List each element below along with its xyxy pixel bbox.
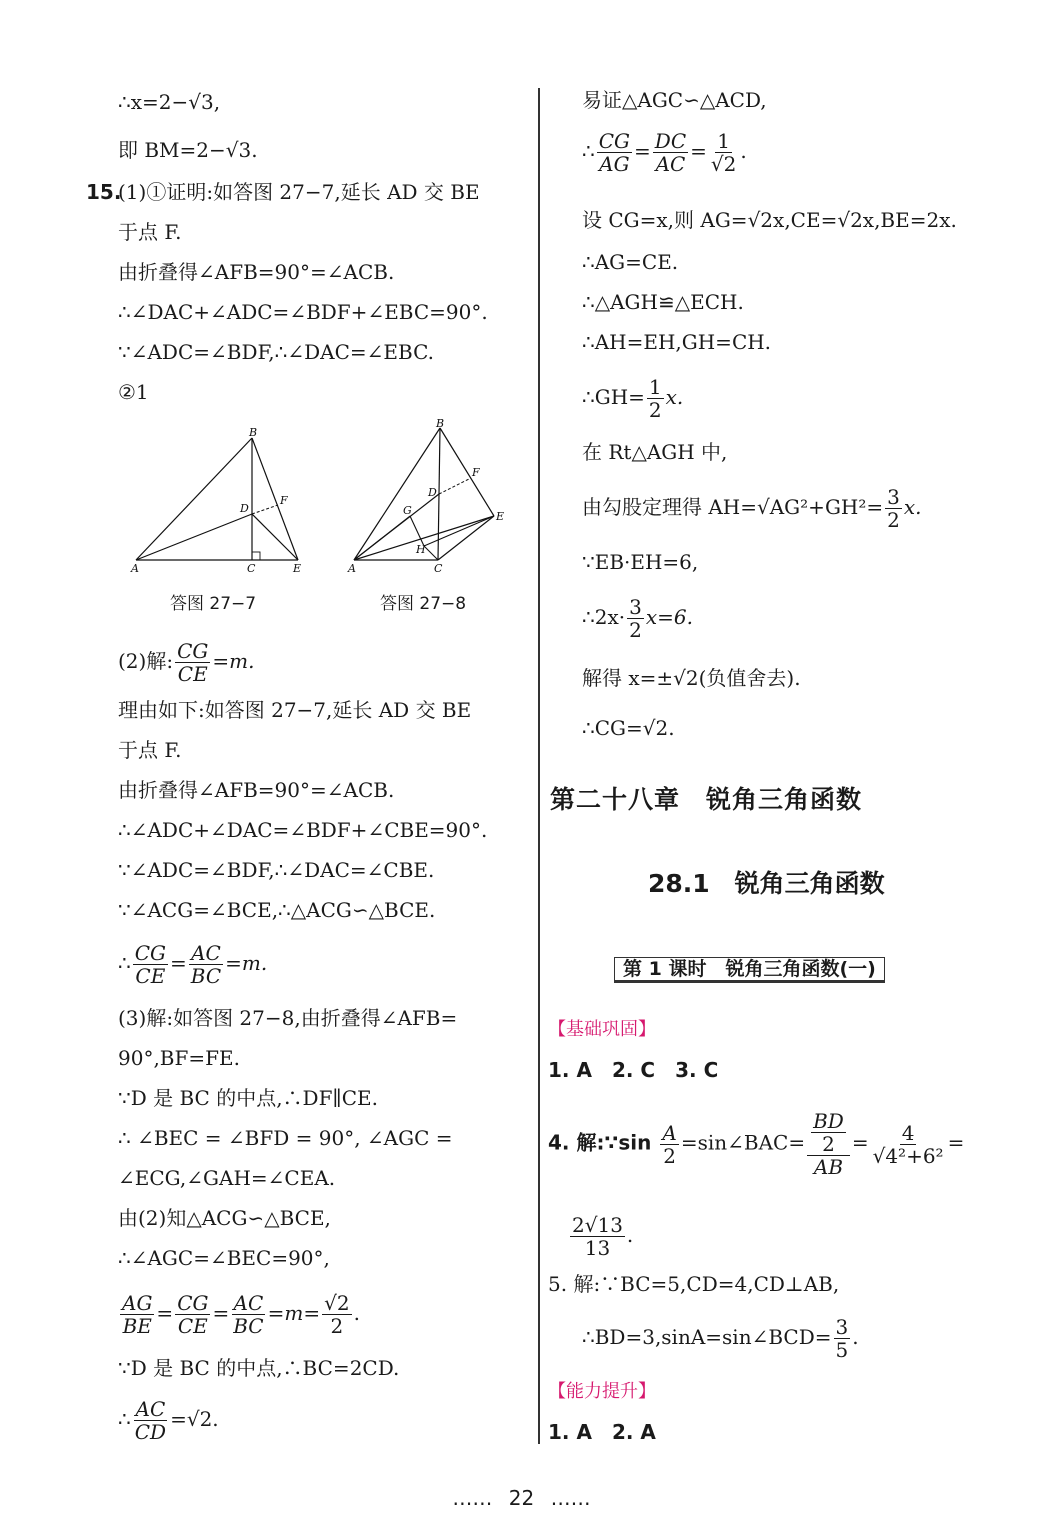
text-line: 解得 x=±√2(负值舍去). [582, 666, 801, 690]
text-line: ∴ ∠BEC = ∠BFD = 90°, ∠AGC = [118, 1126, 453, 1150]
fraction-line: ∴ $\frac{CG}{CE}$ = $\frac{AC}{BC}$ =m. [118, 941, 268, 988]
text-line: 由折叠得∠AFB=90°=∠ACB. [118, 260, 395, 284]
svg-text:F: F [472, 466, 480, 479]
svg-text:F: F [280, 494, 288, 507]
text-line: ∴CG=√2. [582, 716, 675, 740]
text-line: (3)解:如答图 27−8,由折叠得∠AFB= [118, 1006, 458, 1030]
svg-text:B: B [436, 418, 445, 430]
fraction-line: (2)解: $\frac{CG}{CE}$ =m. [118, 639, 255, 686]
svg-text:H: H [416, 543, 426, 556]
answer-line: 1. A 2. C 3. C [548, 1058, 719, 1082]
text-line: ∵EB·EH=6, [582, 550, 699, 574]
fraction-line: ∴GH= $\frac{1}{2}$ x. [582, 375, 684, 422]
svg-text:A: A [348, 562, 356, 575]
text-line: ②1 [118, 380, 149, 404]
text-line: 于点 F. [118, 220, 182, 244]
page-dots-right: …… [550, 1486, 591, 1510]
text-line: ∴∠ADC+∠DAC=∠BDF+∠CBE=90°. [118, 818, 488, 842]
page-footer [0, 1486, 1043, 1510]
fraction-line: ∴BD=3,sinA=sin∠BCD= $\frac{3}{5}$ . [582, 1315, 859, 1362]
answer-line: 1. A 2. A [548, 1420, 656, 1444]
figure-caption: 答图 27−8 [380, 594, 467, 614]
svg-text:D: D [240, 502, 249, 515]
svg-text:G: G [403, 504, 412, 517]
page-dots-left: …… [452, 1486, 493, 1510]
text-line: ∵∠ACG=∠BCE,∴△ACG∽△BCE. [118, 898, 436, 922]
text-line: 在 Rt△AGH 中, [582, 440, 728, 464]
section-tag: 【基础巩固】 [548, 1019, 656, 1040]
text-line: ∴AG=CE. [582, 250, 679, 274]
svg-text:C: C [434, 562, 443, 575]
fraction-line: 4. 解:∵sin $\frac{A}{2}$ =sin∠BAC= $\frac{\frac{BD}{2}}{AB}$ = $\frac{4}{\text{√4²+6²}}$ = [548, 1109, 965, 1179]
svg-text:E: E [496, 510, 505, 523]
question-number: 15. [86, 180, 122, 204]
text-line: 易证△AGC∽△ACD, [582, 88, 767, 112]
text-line: ∵∠ADC=∠BDF,∴∠DAC=∠CBE. [118, 858, 435, 882]
text-line: 于点 F. [118, 738, 182, 762]
text-line: 90°,BF=FE. [118, 1046, 240, 1070]
text-line: 理由如下:如答图 27−7,延长 AD 交 BE [118, 698, 472, 722]
fraction-line: 由勾股定理得 AH=√AG²+GH²= $\frac{3}{2}$ x. [582, 485, 922, 532]
text-line: 由(2)知△ACG∽△BCE, [118, 1206, 331, 1230]
section-title: 28.1 锐角三角函数 [648, 869, 885, 898]
text-line: ∴△AGH≌△ECH. [582, 290, 744, 314]
svg-text:C: C [247, 562, 256, 575]
text-line: 由折叠得∠AFB=90°=∠ACB. [118, 778, 395, 802]
text-line: ∴x=2−√3, [118, 90, 221, 114]
fraction-line: ∴ $\frac{CG}{AG}$ = $\frac{DC}{AC}$ = $\frac{1}{√2}$ . [582, 129, 747, 176]
text-line: ∵D 是 BC 的中点,∴BC=2CD. [118, 1356, 400, 1380]
figure-caption: 答图 27−7 [170, 594, 257, 614]
fraction-line: $\frac{AG}{BE}$ = $\frac{CG}{CE}$ = $\frac{AC}{BC}$ =m= $\frac{√2}{2}$ . [122, 1291, 360, 1338]
text-line: 5. 解:∵BC=5,CD=4,CD⊥AB, [548, 1272, 840, 1296]
text-line: ∵D 是 BC 的中点,∴DF∥CE. [118, 1086, 378, 1110]
fraction-line: ∴ $\frac{AC}{CD}$ =√2. [118, 1397, 219, 1444]
column-divider [538, 88, 540, 1444]
text-line: ∴∠DAC+∠ADC=∠BDF+∠EBC=90°. [118, 300, 488, 324]
lesson-title: 第 1 课时 锐角三角函数(一) [614, 957, 885, 983]
svg-text:D: D [428, 486, 437, 499]
svg-text:A: A [131, 562, 139, 575]
svg-text:E: E [293, 562, 302, 575]
lesson-title-box [614, 954, 885, 983]
page-number: 22 [508, 1486, 535, 1510]
section-tag: 【能力提升】 [548, 1381, 656, 1402]
text-line: 即 BM=2−√3. [118, 138, 258, 162]
text-line: ∠ECG,∠GAH=∠CEA. [118, 1166, 336, 1190]
text-line: ∵∠ADC=∠BDF,∴∠DAC=∠EBC. [118, 340, 435, 364]
text-line: (1)①证明:如答图 27−7,延长 AD 交 BE [118, 180, 480, 204]
chapter-title: 第二十八章 锐角三角函数 [550, 785, 863, 814]
text-line: ∴∠AGC=∠BEC=90°, [118, 1246, 330, 1270]
fraction-line: $\frac{2√13}{13}$ . [572, 1213, 634, 1260]
figure-27-8 [346, 418, 516, 578]
figure-27-7 [128, 426, 308, 576]
text-line: ∴AH=EH,GH=CH. [582, 330, 772, 354]
fraction-line: ∴2x· $\frac{3}{2}$ x=6. [582, 595, 693, 642]
svg-text:B: B [249, 426, 258, 439]
text-line: 设 CG=x,则 AG=√2x,CE=√2x,BE=2x. [582, 208, 957, 232]
